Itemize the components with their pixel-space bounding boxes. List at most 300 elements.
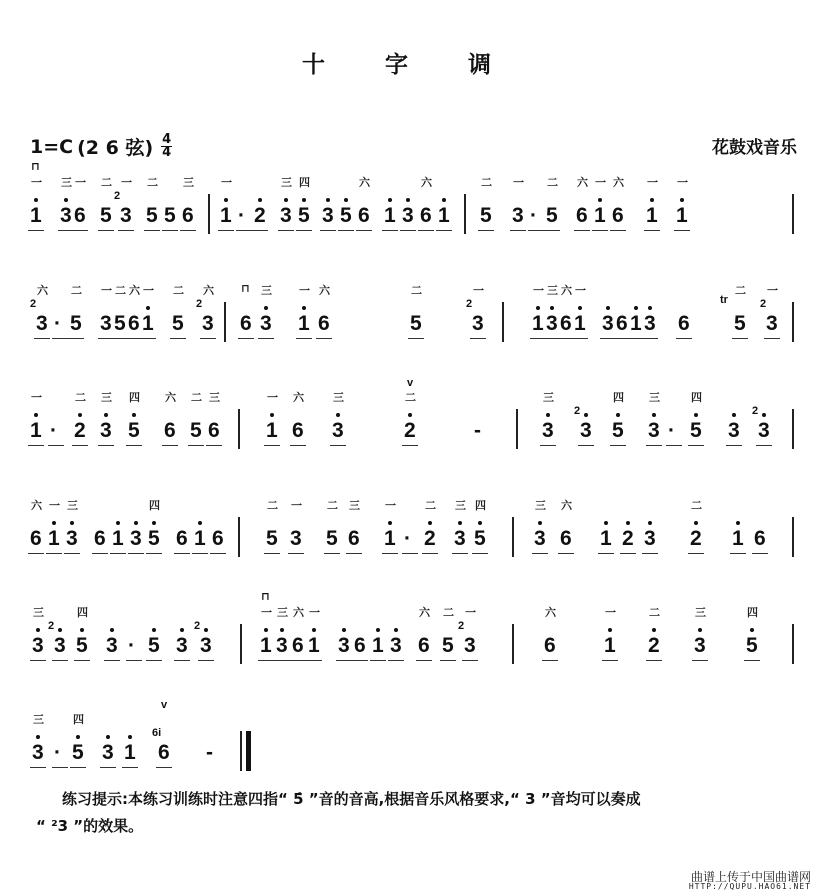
octave-dot: [198, 521, 202, 525]
underline-beam: [72, 230, 88, 231]
score-row: [28, 375, 798, 455]
note: 3: [100, 312, 112, 335]
underline-beam: [316, 338, 332, 339]
fingering-mark: 六: [577, 176, 588, 189]
underline-beam: [610, 230, 626, 231]
underline-beam: [620, 553, 636, 554]
barline: [792, 302, 794, 342]
underline-beam: [402, 445, 418, 446]
octave-dot: [388, 521, 392, 525]
underline-beam: [110, 553, 126, 554]
note: 3: [728, 419, 740, 443]
note: 6: [612, 204, 624, 227]
fingering-mark: 三: [277, 606, 288, 619]
fingering-mark: 二: [425, 499, 436, 512]
underline-beam: [28, 230, 44, 231]
note: 1: [30, 204, 42, 228]
grace-note: 2: [30, 298, 37, 310]
octave-dot: [606, 306, 610, 310]
note: 6: [576, 204, 588, 227]
fingering-mark: 一: [299, 284, 310, 297]
breath-mark-icon: v: [407, 377, 414, 389]
underline-beam: [688, 445, 704, 446]
fingering-mark: 三: [535, 499, 546, 512]
underline-beam: [264, 553, 280, 554]
underline-beam: [382, 230, 398, 231]
note: 1: [384, 527, 396, 551]
octave-dot: [76, 735, 80, 739]
note: 6: [292, 419, 304, 442]
underline-beam: [174, 553, 190, 554]
note: 3: [66, 527, 78, 551]
octave-dot: [680, 198, 684, 202]
octave-dot: [284, 198, 288, 202]
underline-beam: [290, 660, 306, 661]
fingering-mark: 一: [595, 176, 606, 189]
note: 6: [420, 204, 432, 227]
underline-beam: [730, 553, 746, 554]
note: 1: [194, 527, 206, 551]
octave-dot: [736, 521, 740, 525]
grace-note: 2: [574, 405, 581, 417]
grace-note: 2: [466, 298, 473, 310]
underline-beam: [122, 767, 138, 768]
final-barline-thick: [246, 731, 251, 771]
fingering-mark: 二: [735, 284, 746, 297]
underline-beam: [666, 445, 682, 446]
note: 3: [546, 312, 558, 336]
octave-dot: [694, 521, 698, 525]
note: 3: [454, 527, 466, 551]
barline: [238, 409, 240, 449]
note: 1: [438, 204, 450, 228]
note: -: [206, 741, 213, 764]
note: 6: [318, 312, 330, 335]
octave-dot: [70, 521, 74, 525]
fingering-mark: 二: [481, 176, 492, 189]
underline-beam: [296, 230, 312, 231]
fingering-mark: 三: [33, 713, 44, 726]
underline-beam: [64, 553, 80, 554]
fingering-mark: 六: [561, 499, 572, 512]
note: ·: [128, 634, 135, 657]
octave-dot: [106, 735, 110, 739]
fingering-mark: 四: [73, 713, 84, 726]
fingering-mark: 一: [31, 176, 42, 189]
note: 3: [580, 419, 592, 443]
underline-beam: [98, 230, 114, 231]
underline-beam: [140, 338, 156, 339]
fingering-mark: 一: [605, 606, 616, 619]
note: ·: [404, 527, 411, 550]
underline-beam: [74, 660, 90, 661]
fingering-mark: 二: [147, 176, 158, 189]
note: 2: [424, 527, 436, 551]
fingering-mark: 二: [71, 284, 82, 297]
note: 6: [94, 527, 106, 550]
note: 3: [534, 527, 546, 551]
octave-dot: [650, 198, 654, 202]
underline-beam: [128, 553, 144, 554]
fingering-mark: 三: [67, 499, 78, 512]
note: 3: [100, 419, 112, 443]
underline-beam: [68, 338, 84, 339]
down-bow-icon: ⊓: [261, 591, 270, 603]
time-denominator: 4: [162, 145, 172, 160]
practice-tip-line2: “ ²3 ”的效果。: [36, 817, 144, 835]
underline-beam: [598, 553, 614, 554]
note: 3: [102, 741, 114, 765]
fingering-mark: 四: [299, 176, 310, 189]
grace-note: 2: [114, 190, 121, 202]
note: 2: [648, 634, 660, 658]
underline-beam: [144, 230, 160, 231]
octave-dot: [302, 306, 306, 310]
note: 3: [200, 634, 212, 658]
underline-beam: [48, 445, 64, 446]
underline-beam: [52, 660, 68, 661]
note: 6: [560, 312, 572, 335]
fingering-mark: 三: [281, 176, 292, 189]
barline: [512, 624, 514, 664]
underline-beam: [278, 230, 294, 231]
octave-dot: [52, 521, 56, 525]
underline-beam: [192, 553, 208, 554]
fingering-mark: 一: [647, 176, 658, 189]
note: 3: [512, 204, 524, 227]
underline-beam: [478, 230, 494, 231]
note: 3: [32, 741, 44, 765]
note: 2: [74, 419, 86, 443]
octave-dot: [694, 413, 698, 417]
time-numerator: 4: [162, 132, 172, 147]
fingering-mark: 六: [421, 176, 432, 189]
octave-dot: [616, 413, 620, 417]
underline-beam: [198, 660, 214, 661]
note: 5: [442, 634, 454, 657]
note: 1: [600, 527, 612, 551]
underline-beam: [528, 230, 544, 231]
underline-beam: [264, 445, 280, 446]
note: 1: [574, 312, 586, 336]
octave-dot: [36, 735, 40, 739]
note: 1: [142, 312, 154, 336]
fingering-mark: 二: [691, 499, 702, 512]
octave-dot: [634, 306, 638, 310]
octave-dot: [152, 521, 156, 525]
fingering-mark: ⊓: [241, 282, 250, 295]
barline: [512, 517, 514, 557]
octave-dot: [538, 521, 542, 525]
barline: [238, 517, 240, 557]
note: 3: [202, 312, 214, 335]
underline-beam: [356, 230, 372, 231]
octave-dot: [78, 413, 82, 417]
fingering-mark: 一: [513, 176, 524, 189]
note: 2: [622, 527, 634, 551]
underline-beam: [732, 338, 748, 339]
note: 3: [602, 312, 614, 336]
underline-beam: [558, 553, 574, 554]
note: 1: [112, 527, 124, 551]
note: 3: [120, 204, 132, 227]
note: 3: [332, 419, 344, 443]
fingering-mark: 一: [49, 499, 60, 512]
fingering-mark: 三: [61, 176, 72, 189]
score-row: [28, 483, 798, 563]
down-bow-icon: ⊓: [31, 161, 40, 173]
fingering-mark: 二: [75, 391, 86, 404]
octave-dot: [34, 198, 38, 202]
underline-beam: [200, 338, 216, 339]
note: 1: [124, 741, 136, 765]
underline-beam: [218, 230, 234, 231]
octave-dot: [270, 413, 274, 417]
note: 1: [30, 419, 42, 443]
octave-dot: [604, 521, 608, 525]
fingering-mark: 三: [101, 391, 112, 404]
fingering-mark: 二: [649, 606, 660, 619]
note: 6: [544, 634, 556, 657]
note: 3: [176, 634, 188, 658]
octave-dot: [648, 521, 652, 525]
note: 3: [106, 634, 118, 658]
note: 1: [372, 634, 384, 658]
octave-dot: [376, 628, 380, 632]
score-title: 十 字 调: [301, 52, 517, 78]
fingering-mark: 三: [649, 391, 660, 404]
fingering-mark: 三: [33, 606, 44, 619]
note: 3: [276, 634, 288, 658]
underline-beam: [146, 553, 162, 554]
octave-dot: [34, 413, 38, 417]
barline: [792, 409, 794, 449]
fingering-mark: 一: [575, 284, 586, 297]
underline-beam: [642, 553, 658, 554]
fingering-mark: 一: [143, 284, 154, 297]
underline-beam: [330, 445, 346, 446]
fingering-mark: 一: [31, 391, 42, 404]
note: 5: [266, 527, 278, 550]
fingering-mark: 四: [77, 606, 88, 619]
fingering-mark: 一: [473, 284, 484, 297]
fingering-mark: 四: [691, 391, 702, 404]
note: 1: [646, 204, 658, 228]
note: 5: [410, 312, 422, 335]
fingering-mark: 三: [261, 284, 272, 297]
octave-dot: [578, 306, 582, 310]
underline-beam: [418, 230, 434, 231]
note: 3: [694, 634, 706, 658]
octave-dot: [36, 628, 40, 632]
note: 5: [70, 312, 82, 335]
fingering-mark: 一: [101, 284, 112, 297]
fingering-mark: 一: [465, 606, 476, 619]
note: 2: [404, 419, 416, 443]
note: 3: [290, 527, 302, 550]
note: 2: [254, 204, 266, 228]
note: 5: [480, 204, 492, 227]
underline-beam: [236, 230, 252, 231]
note: 5: [326, 527, 338, 550]
underline-beam: [592, 230, 608, 231]
underline-beam: [290, 445, 306, 446]
note: 6: [128, 312, 140, 335]
note: 1: [676, 204, 688, 228]
note: 3: [60, 204, 72, 228]
underline-beam: [118, 230, 134, 231]
tuning: (2 6 弦): [77, 137, 154, 159]
underline-beam: [726, 445, 742, 446]
fingering-mark: 三: [209, 391, 220, 404]
note: 1: [532, 312, 544, 336]
barline: [502, 302, 504, 342]
underline-beam: [440, 660, 456, 661]
underline-beam: [306, 660, 322, 661]
underline-beam: [174, 660, 190, 661]
fingering-mark: 一: [267, 391, 278, 404]
fingering-mark: 二: [173, 284, 184, 297]
underline-beam: [324, 553, 340, 554]
fingering-mark: 六: [319, 284, 330, 297]
grace-note: 2: [196, 298, 203, 310]
underline-beam: [510, 230, 526, 231]
underline-beam: [30, 767, 46, 768]
octave-dot: [388, 198, 392, 202]
note: 3: [766, 312, 778, 335]
underline-beam: [370, 660, 386, 661]
underline-beam: [30, 660, 46, 661]
underline-beam: [532, 553, 548, 554]
octave-dot: [342, 628, 346, 632]
fingering-mark: 三: [455, 499, 466, 512]
octave-dot: [478, 521, 482, 525]
underline-beam: [692, 660, 708, 661]
note: 6: [158, 741, 170, 764]
note: 3: [36, 312, 48, 335]
octave-dot: [428, 521, 432, 525]
fingering-mark: 六: [359, 176, 370, 189]
note: 5: [340, 204, 352, 228]
underline-beam: [646, 445, 662, 446]
underline-beam: [320, 230, 336, 231]
barline: [792, 517, 794, 557]
note: 5: [298, 204, 310, 228]
fingering-mark: 二: [411, 284, 422, 297]
underline-beam: [34, 338, 50, 339]
underline-beam: [210, 553, 226, 554]
note: 6: [754, 527, 766, 550]
underline-beam: [156, 767, 172, 768]
note: 5: [190, 419, 202, 442]
barline: [240, 624, 242, 664]
fingering-mark: 三: [349, 499, 360, 512]
grace-note: 2: [194, 620, 201, 632]
underline-beam: [162, 230, 178, 231]
underline-beam: [274, 660, 290, 661]
underline-beam: [688, 553, 704, 554]
octave-dot: [626, 521, 630, 525]
note: 5: [72, 741, 84, 765]
note: 6: [348, 527, 360, 550]
time-signature: [161, 134, 172, 159]
fingering-mark: 六: [545, 606, 556, 619]
octave-dot: [698, 628, 702, 632]
underline-beam: [382, 553, 398, 554]
octave-dot: [104, 413, 108, 417]
fingering-mark: 二: [267, 499, 278, 512]
underline-beam: [98, 445, 114, 446]
underline-beam: [676, 338, 692, 339]
underline-beam: [46, 553, 62, 554]
fingering-mark: 二: [405, 391, 416, 404]
underline-beam: [756, 445, 772, 446]
underline-beam: [674, 230, 690, 231]
fingering-mark: 三: [543, 391, 554, 404]
underline-beam: [126, 660, 142, 661]
fingering-mark: 一: [261, 606, 272, 619]
note: 6: [182, 204, 194, 227]
underline-beam: [170, 338, 186, 339]
note: 1: [630, 312, 642, 336]
note: 5: [100, 204, 112, 227]
fingering-mark: 二: [327, 499, 338, 512]
underline-beam: [100, 767, 116, 768]
note: 1: [732, 527, 744, 551]
octave-dot: [116, 521, 120, 525]
fingering-mark: 二: [191, 391, 202, 404]
note: 6: [176, 527, 188, 550]
note: 5: [114, 312, 126, 335]
octave-dot: [550, 306, 554, 310]
note: 3: [390, 634, 402, 658]
note: 6: [292, 634, 304, 657]
barline: [224, 302, 226, 342]
grace-note: 2: [760, 298, 767, 310]
note: 6: [560, 527, 572, 550]
octave-dot: [110, 628, 114, 632]
score-row: [28, 268, 798, 348]
trill-mark: tr: [720, 294, 728, 306]
fingering-mark: 六: [561, 284, 572, 297]
octave-dot: [442, 198, 446, 202]
underline-beam: [416, 660, 432, 661]
watermark-url: HTTP://QUPU.HAO61.NET: [688, 882, 811, 891]
note: 3: [644, 312, 656, 336]
underline-beam: [572, 338, 588, 339]
octave-dot: [750, 628, 754, 632]
underline-beam: [352, 660, 368, 661]
barline: [792, 194, 794, 234]
octave-dot: [302, 198, 306, 202]
underline-beam: [72, 445, 88, 446]
underline-beam: [764, 338, 780, 339]
watermark-text: 曲谱上传于中国曲谱网: [690, 870, 811, 884]
fingering-mark: 六: [293, 606, 304, 619]
underline-beam: [346, 553, 362, 554]
note: 1: [308, 634, 320, 658]
fingering-mark: 一: [767, 284, 778, 297]
octave-dot: [58, 628, 62, 632]
underline-beam: [602, 660, 618, 661]
note: ·: [530, 204, 537, 227]
barline: [792, 624, 794, 664]
note: 5: [690, 419, 702, 443]
fingering-mark: 三: [183, 176, 194, 189]
octave-dot: [312, 628, 316, 632]
note: 5: [172, 312, 184, 335]
octave-dot: [146, 306, 150, 310]
